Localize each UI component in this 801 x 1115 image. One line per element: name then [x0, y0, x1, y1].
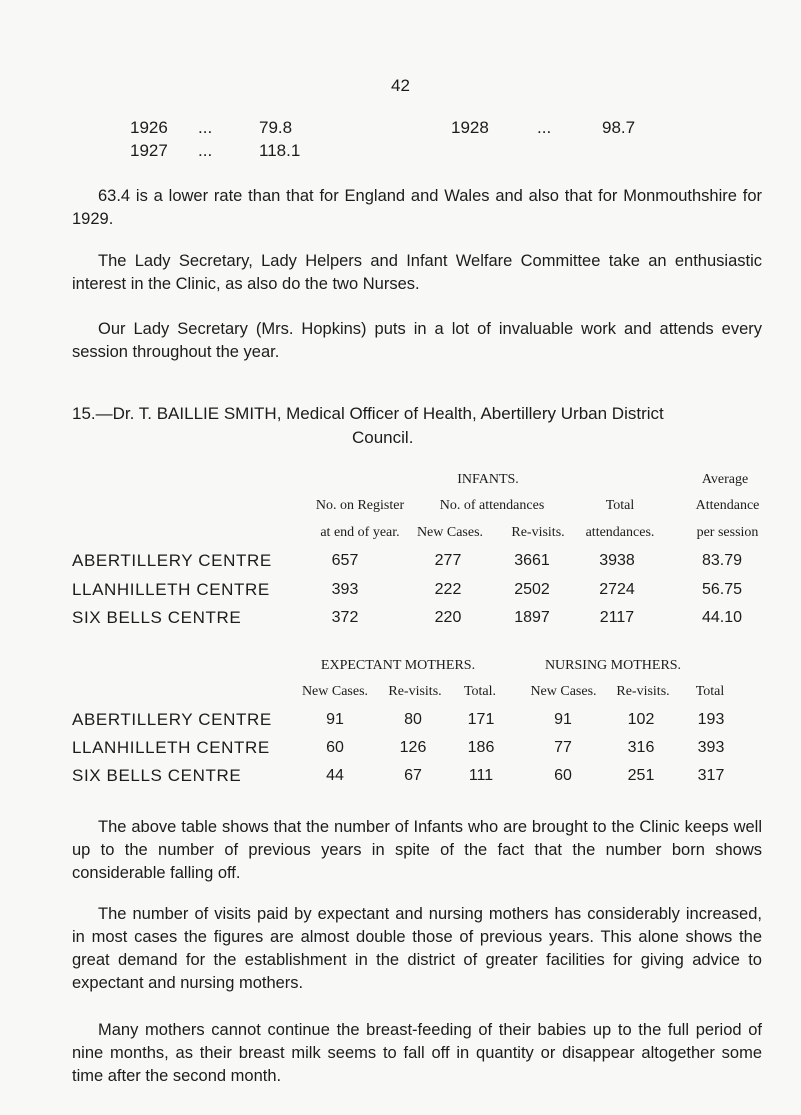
header-attendance: Attendance: [695, 498, 760, 513]
cell-nur-revisits: 251: [627, 767, 655, 784]
header-exp-total: Total.: [463, 684, 497, 699]
section-heading-continued: Council.: [352, 428, 414, 447]
cell-exp-new: 60: [326, 739, 344, 756]
cell-exp-total: 186: [467, 739, 495, 756]
cell-register: 372: [331, 609, 359, 626]
nursing-mothers-title: NURSING MOTHERS.: [544, 658, 682, 673]
cell-total: 2117: [599, 609, 635, 626]
cell-new-cases: 277: [434, 552, 462, 569]
paragraph-text: Our Lady Secretary (Mrs. Hopkins) puts in a lot of invaluable work and attends every session throughout the year.: [72, 320, 762, 361]
cell-nur-new: 91: [554, 711, 572, 728]
cell-nur-new: 77: [554, 739, 572, 756]
paragraph-text: The above table shows that the number of Infants who are brought to the Clinic keeps well up to the number of previous years in spite of the fact that the number born shows considerable falling off.: [72, 818, 762, 882]
cell-exp-total: 111: [468, 767, 494, 784]
header-new-cases: New Cases.: [416, 525, 484, 540]
cell-exp-new: 44: [326, 767, 344, 784]
header-exp-new-cases: New Cases.: [301, 684, 369, 699]
paragraph: [72, 185, 762, 231]
header-nur-new-cases: New Cases.: [530, 684, 597, 699]
cell-exp-revisits: 67: [404, 767, 422, 784]
header-total: Total: [605, 498, 635, 513]
cell-exp-revisits: 80: [404, 711, 422, 728]
rate-dots: ...: [198, 141, 213, 160]
cell-nur-revisits: 102: [627, 711, 655, 728]
header-attendances: No. of attendances: [439, 498, 545, 513]
cell-nur-total: 393: [697, 739, 725, 756]
cell-new-cases: 220: [434, 609, 462, 626]
cell-revisits: 2502: [514, 581, 550, 598]
header-average: Average: [701, 472, 749, 487]
cell-register: 393: [331, 581, 359, 598]
paragraph: [72, 250, 762, 296]
cell-nur-new: 60: [554, 767, 572, 784]
cell-new-cases: 222: [434, 581, 462, 598]
header-nur-revisits: Re-visits.: [616, 684, 670, 699]
header-per-session: per session: [696, 525, 759, 540]
paragraph-text: Many mothers cannot continue the breast-feeding of their babies up to the full period of nine months, as their breast milk seems to fall off in quantity or disappear altogether some time after the second month.: [72, 1021, 762, 1085]
cell-total: 2724: [599, 581, 635, 598]
cell-average: 56.75: [701, 581, 743, 598]
header-total-attendances: attendances.: [585, 525, 655, 540]
paragraph: [72, 816, 762, 885]
rate-value: 79.8: [259, 118, 293, 137]
cell-nur-total: 317: [697, 767, 725, 784]
paragraph: [72, 903, 762, 995]
paragraph-text: The Lady Secretary, Lady Helpers and Infant Welfare Committee take an enthusiastic interest in the Clinic, as also do the two Nurses.: [72, 252, 762, 293]
centre-name: SIX BELLS CENTRE: [72, 766, 242, 785]
paragraph: [72, 318, 762, 364]
rate-dots: ...: [198, 118, 213, 137]
header-exp-revisits: Re-visits.: [388, 684, 442, 699]
cell-average: 44.10: [701, 609, 743, 626]
centre-name: LLANHILLETH CENTRE: [72, 580, 270, 599]
paragraph: [72, 1019, 762, 1088]
paragraph-text: The number of visits paid by expectant and nursing mothers has considerably increased, in most cases the figures are almost double those of previous years. This alone shows the great demand for the establishment in the district of greater facilities for giving advice to expectant and nursing mothers.: [72, 905, 762, 992]
rate-year: 1926: [130, 118, 168, 137]
cell-exp-revisits: 126: [399, 739, 427, 756]
cell-register: 657: [331, 552, 359, 569]
cell-total: 3938: [599, 552, 635, 569]
centre-name: LLANHILLETH CENTRE: [72, 738, 270, 757]
infants-title: INFANTS.: [457, 472, 519, 487]
header-nur-total: Total: [695, 684, 725, 699]
header-end-of-year: at end of year.: [320, 525, 400, 540]
expectant-mothers-title: EXPECTANT MOTHERS.: [320, 658, 476, 673]
cell-average: 83.79: [701, 552, 743, 569]
cell-exp-total: 171: [467, 711, 495, 728]
rate-value: 98.7: [602, 118, 636, 137]
centre-name: ABERTILLERY CENTRE: [72, 710, 272, 729]
rate-year: 1927: [130, 141, 168, 160]
rate-dots: ...: [537, 118, 552, 137]
rate-year: 1928: [451, 118, 489, 137]
paragraph-text: 63.4 is a lower rate than that for England and Wales and also that for Monmouthshire for 1929.: [72, 187, 762, 228]
centre-name: ABERTILLERY CENTRE: [72, 551, 272, 570]
cell-nur-total: 193: [697, 711, 725, 728]
header-register: No. on Register: [315, 498, 405, 513]
rate-value: 118.1: [259, 141, 301, 160]
cell-nur-revisits: 316: [627, 739, 655, 756]
centre-name: SIX BELLS CENTRE: [72, 608, 242, 627]
section-heading: 15.—Dr. T. BAILLIE SMITH, Medical Officer of Health, Abertillery Urban District: [72, 404, 664, 423]
header-revisits: Re-visits.: [511, 525, 565, 540]
page-number: 42: [391, 76, 410, 95]
cell-revisits: 1897: [514, 609, 550, 626]
cell-exp-new: 91: [326, 711, 344, 728]
cell-revisits: 3661: [514, 552, 550, 569]
